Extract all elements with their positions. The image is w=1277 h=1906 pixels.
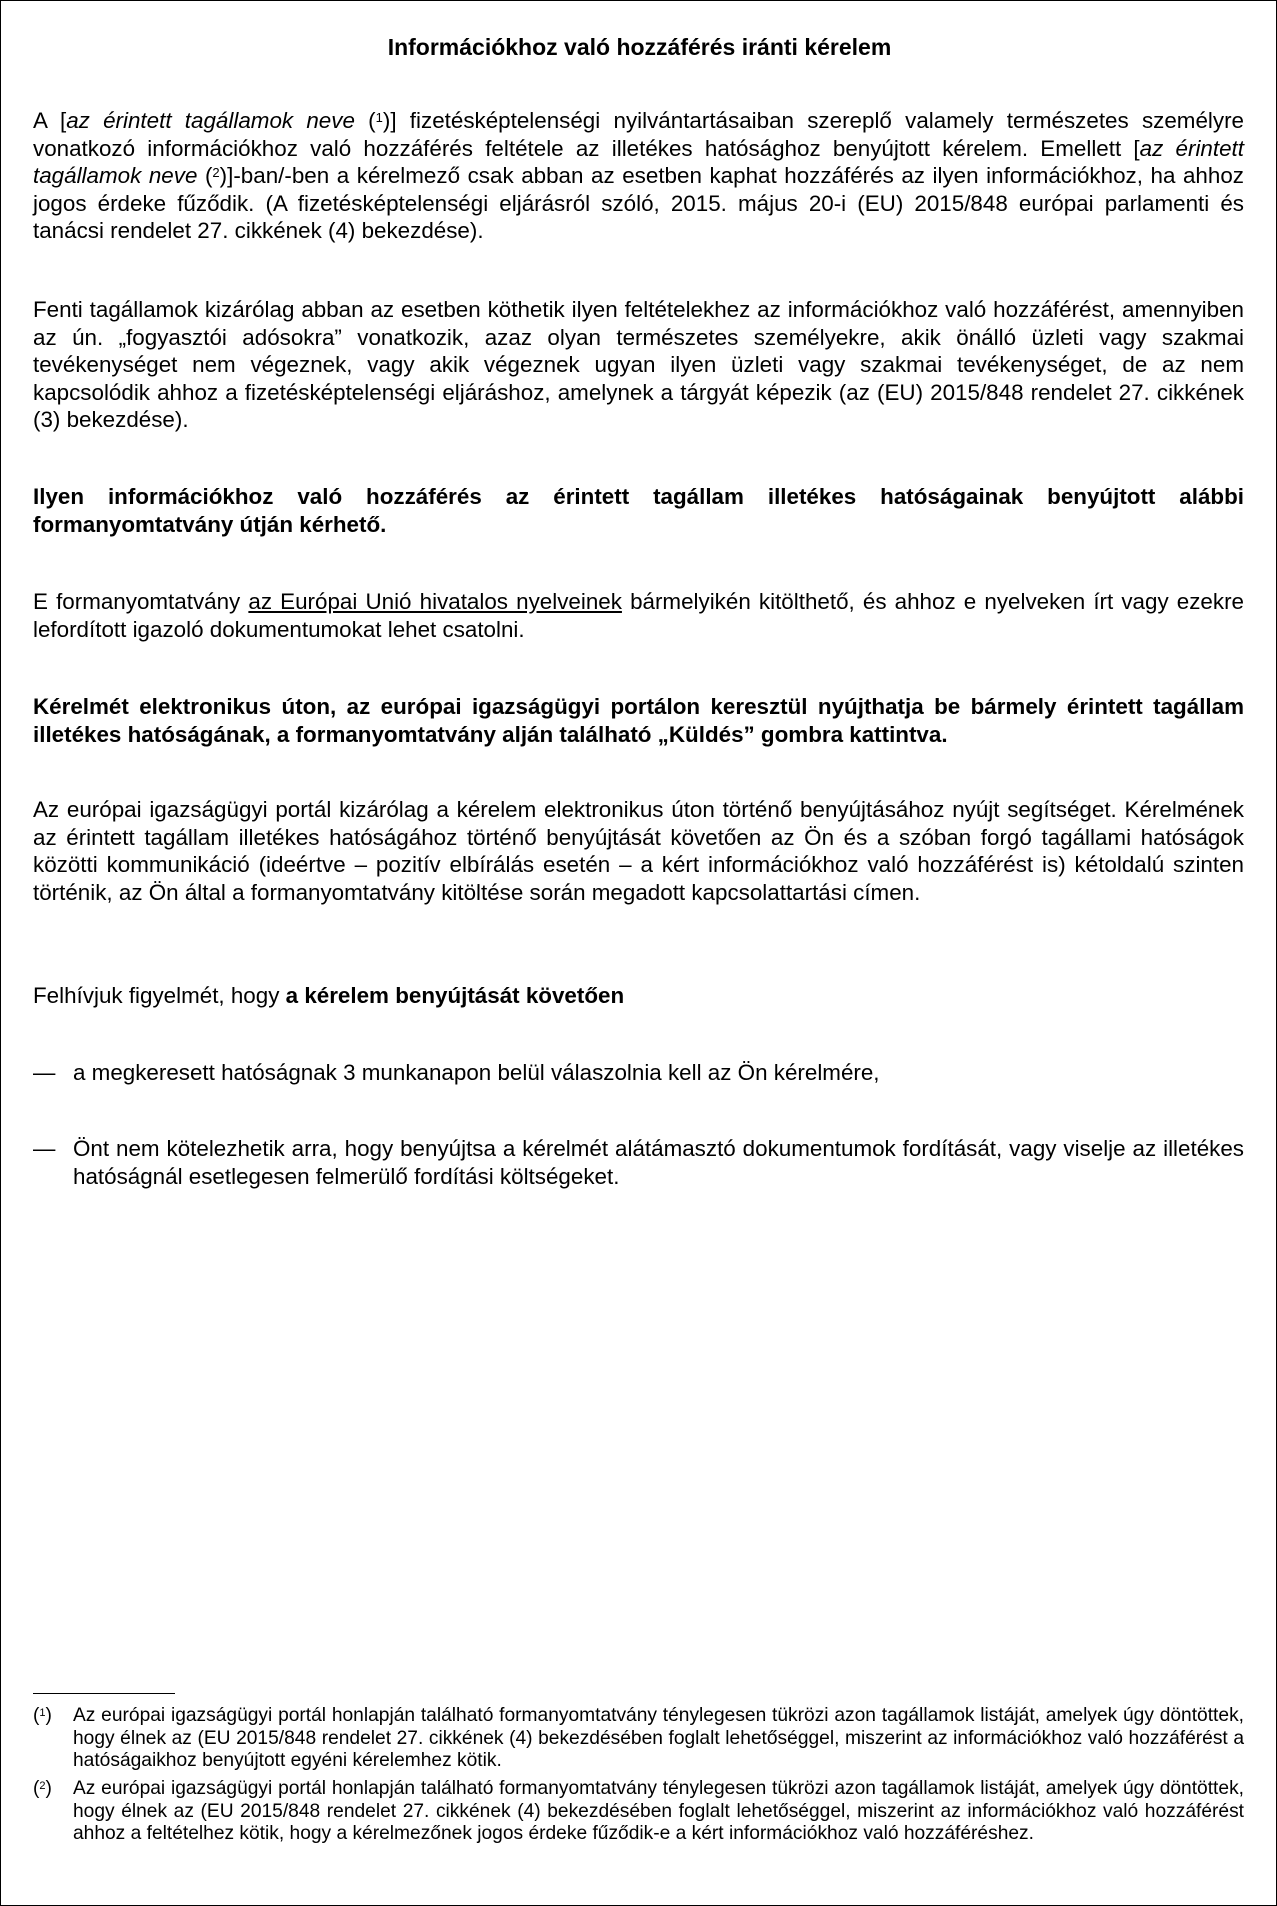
official-languages-link[interactable]: az Európai Unió hivatalos nyelveinek — [248, 589, 622, 614]
notice-bold-text: a kérelem benyújtását követően — [285, 983, 625, 1008]
dash-bullet: — — [33, 1060, 56, 1085]
footnote-ref-2[interactable]: 2 — [212, 165, 220, 180]
notice-text: Felhívjuk figyelmét, hogy — [33, 983, 286, 1008]
page-title: Információkhoz való hozzáférés iránti kérelem — [387, 34, 892, 60]
language-paragraph — [33, 588, 1244, 643]
intro-text-2: ( — [354, 108, 376, 133]
member-states-placeholder-1: az érintett tagállamok neve — [66, 108, 355, 133]
submission-paragraph: Kérelmét elektronikus úton, az európai igazságügyi portálon keresztül nyújthatja be bármely érintett tagállam illetékes hatóságának, a formanyomtatvány alján található „Küldés” gombra kattintva. — [33, 694, 1244, 747]
footnote-ref-1[interactable]: 1 — [375, 110, 383, 125]
intro-text-4: ( — [197, 163, 213, 188]
intro-text-1: A [ — [33, 108, 67, 133]
intro-paragraph — [33, 107, 1244, 245]
member-states-placeholder-2: az érintett tagállamok neve — [33, 135, 1244, 188]
language-text-before: E formanyomtatvány — [33, 589, 249, 614]
intro-text-3: )] fizetésképtelenségi nyilvántartásaiban szereplő valamely természetes személyre vonatkozó információkhoz való hozzáférés feltétele az illetékes hatósághoz benyújtott kérelem. Emellett [ — [33, 108, 1244, 161]
language-text-after: bármelyikén kitölthető, és ahhoz e nyelveken írt vagy ezekre lefordított igazoló dokumentumokat lehet csatolni. — [33, 589, 1244, 642]
list-item-text: a megkeresett hatóságnak 3 munkanapon belül válaszolnia kell az Ön kérelmére, — [73, 1060, 880, 1085]
footnote-2 — [33, 1778, 1244, 1846]
footnote-number: ($^2$) — [33, 1778, 52, 1799]
footnote-text: Az európai igazságügyi portál honlapján található formanyomtatvány ténylegesen tükrözi azon tagállamok listáját, amelyek úgy döntöttek, hogy élnek az (EU 2015/848 rendelet 27. cikkének (4) bekezdésében foglalt lehetőséggel, miszerint az információkhoz való hozzáférést ahhoz a feltételhez kötik, hogy a kérelmezőnek jogos érdeke fűződik-e a kért információkhoz való hozzáféréshez. — [73, 1778, 1244, 1844]
footnote-text: Az európai igazságügyi portál honlapján található formanyomtatvány ténylegesen tükrözi azon tagállamok listáját, amelyek úgy döntöttek, hogy élnek az (EU 2015/848 rendelet 27. cikkének (4) bekezdésében foglalt lehetőséggel, miszerint az információkhoz való hozzáférést a hatóságaikhoz benyújtott egyéni kérelemhez kötik. — [73, 1705, 1244, 1771]
intro-text-5: )]-ban/-ben a kérelmező csak abban az esetben kaphat hozzáférés az ilyen információkhoz, ha ahhoz jogos érdeke fűződik. (A fizetésképtelenségi eljárásról szóló, 2015. május 20-i (EU) 2015/848 európai parlamenti és tanácsi rendelet 27. cikkének (4) bekezdése). — [33, 163, 1244, 243]
consumer-debtor-paragraph: Fenti tagállamok kizárólag abban az esetben köthetik ilyen feltételekhez az információkhoz való hozzáférést, amennyiben az ún. „fogyasztói adósokra” vonatkozik, azaz olyan természetes személyekre, akik önálló üzleti vagy szakmai tevékenységet nem végeznek, vagy akik végeznek ugyan ilyen üzleti vagy szakmai tevékenységet, de az nem kapcsolódik ahhoz a fizetésképtelenségi eljáráshoz, amelynek a tárgyát képezik (az (EU) 2015/848 rendelet 27. cikkének (3) bekezdése). — [33, 297, 1244, 432]
footnote-number: ($^1$) — [33, 1705, 52, 1726]
dash-bullet: — — [33, 1136, 56, 1161]
footnote-separator — [33, 1693, 175, 1694]
notice-paragraph — [33, 982, 1244, 1010]
portal-role-paragraph: Az európai igazságügyi portál kizárólag a kérelem elektronikus úton történő benyújtásához nyújt segítséget. Kérelmének az érintett tagállam illetékes hatóságához történő benyújtását követően az Ön és a szóban forgó tagállami hatóságok közötti kommunikáció (ideértve – pozitív elbírálás esetén – a kért információkhoz való hozzáférést is) kétoldalú szinten történik, az Ön által a formanyomtatvány kitöltése során megadott kapcsolattartási címen. — [33, 797, 1244, 905]
list-item-text: Önt nem kötelezhetik arra, hogy benyújtsa a kérelmét alátámasztó dokumentumok fordítását, vagy viselje az illetékes hatóságnál esetlegesen felmerülő fordítási költségeket. — [73, 1136, 1244, 1189]
list-item — [33, 1135, 1244, 1190]
list-item — [33, 1059, 1244, 1087]
access-method-paragraph: Ilyen információkhoz való hozzáférés az érintett tagállam illetékes hatóságainak benyújtott alábbi formanyomtatvány útján kérhető. — [33, 484, 1244, 537]
footnote-1 — [33, 1705, 1244, 1773]
